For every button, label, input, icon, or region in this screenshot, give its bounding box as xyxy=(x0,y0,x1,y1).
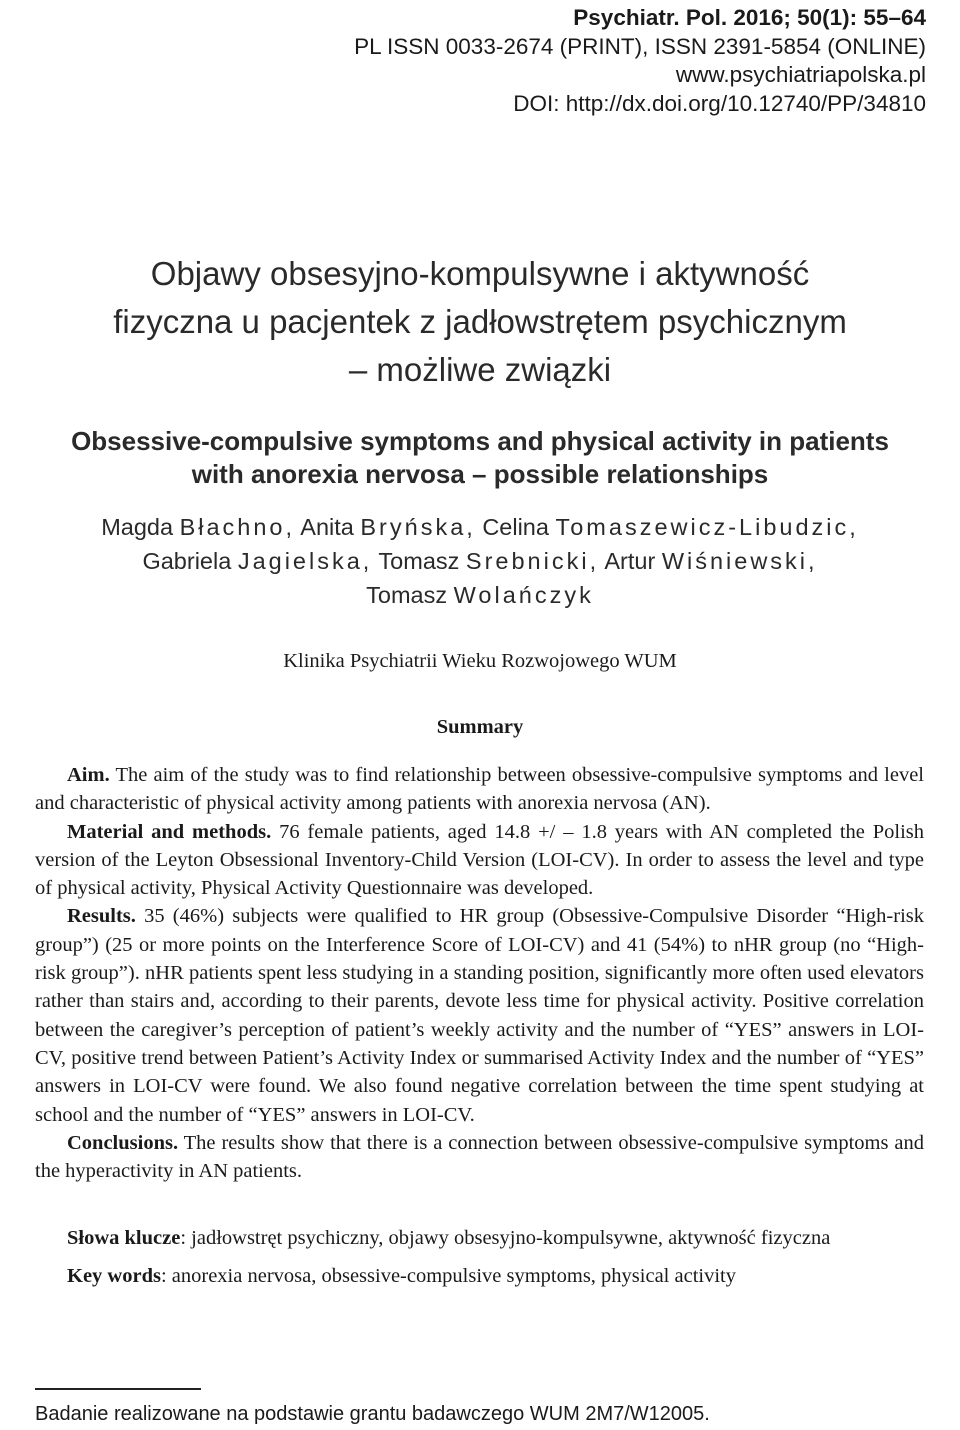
conclusions-text: The results show that there is a connection between obsessive-compulsive symptoms and the hyperactivity in AN patients. xyxy=(35,1131,924,1183)
author-last-name: Tomaszewicz-Libudzic, xyxy=(555,514,859,540)
author-last-name: Błachno, xyxy=(179,514,296,540)
author-last-name: Wolańczyk xyxy=(453,582,594,608)
summary-heading: Summary xyxy=(436,716,524,738)
author-last-name: Jagielska, xyxy=(237,548,373,574)
journal-citation: Psychiatr. Pol. 2016; 50(1): 55–64 xyxy=(573,5,926,30)
title-english-line: Obsessive-compulsive symptoms and physical activity in patients xyxy=(71,426,889,456)
title-polish-line: – możliwe związki xyxy=(348,351,612,388)
aim-text: The aim of the study was to find relationship between obsessive-compulsive symptoms and level and characteristic of physical activity among patients with anorexia nervosa (AN). xyxy=(35,764,924,815)
journal-issn: PL ISSN 0033-2674 (PRINT), ISSN 2391-5854 (ONLINE) xyxy=(354,33,926,59)
conclusions-label: Conclusions. xyxy=(67,1131,179,1154)
abstract-aim xyxy=(35,761,924,818)
title-english xyxy=(0,425,960,491)
author-line xyxy=(0,578,960,612)
author-first-name: Tomasz xyxy=(378,548,460,574)
abstract-results xyxy=(35,902,924,1128)
title-polish-line: fizyczna u pacjentek z jadłowstrętem psychicznym xyxy=(113,303,847,340)
author-list xyxy=(0,510,960,612)
journal-website[interactable]: www.psychiatriapolska.pl xyxy=(675,62,926,87)
affiliation: Klinika Psychiatrii Wieku Rozwojowego WUM xyxy=(283,650,677,672)
results-label: Results. xyxy=(67,905,136,928)
author-first-name: Anita xyxy=(300,514,354,540)
title-polish-line: Objawy obsesyjno-kompulsywne i aktywność xyxy=(150,255,810,292)
keywords-english-label: Key words xyxy=(67,1265,161,1287)
author-line xyxy=(0,544,960,578)
keywords-polish-label: Słowa klucze xyxy=(67,1227,181,1249)
abstract-conclusions xyxy=(35,1129,924,1186)
author-first-name: Tomasz xyxy=(366,582,448,608)
title-polish xyxy=(0,250,960,394)
abstract-body xyxy=(35,761,924,1185)
article-doi[interactable]: DOI: http://dx.doi.org/10.12740/PP/34810 xyxy=(513,90,926,116)
methods-text: 76 female patients, aged 14.8 +/ – 1.8 years with AN completed the Polish version of the Leyton Obsessional Inventory-Child Version (LOI-CV). In order to assess the level and type of physical activity, Physical Activity Questionnaire was developed. xyxy=(35,820,924,900)
keywords-english xyxy=(67,1265,736,1288)
footnote-divider xyxy=(35,1388,201,1390)
author-first-name: Celina xyxy=(482,514,549,540)
abstract-methods xyxy=(35,818,924,903)
author-first-name: Magda xyxy=(101,514,174,540)
author-last-name: Wiśniewski, xyxy=(661,548,818,574)
journal-header xyxy=(354,4,926,118)
title-english-line: with anorexia nervosa – possible relationships xyxy=(191,459,769,489)
methods-label: Material and methods. xyxy=(67,820,272,843)
aim-label: Aim. xyxy=(67,764,110,786)
keywords-polish xyxy=(67,1227,830,1250)
author-line xyxy=(0,510,960,544)
keywords-english-text: : anorexia nervosa, obsessive-compulsive symptoms, physical activity xyxy=(160,1265,736,1287)
author-first-name: Artur xyxy=(604,548,656,574)
results-text: 35 (46%) subjects were qualified to HR group (Obsessive-Compulsive Disorder “High-risk group”) (25 or more points on the Interference Score of LOI-CV) and 41 (54%) to nHR group (no “High-risk group”). nHR patients spent less studying in a standing position, significantly more often used elevators rather than stairs and, according to their parents, devote less time for physical activity. Positive correlation between the caregiver’s perception of patient’s weekly activity and the number of “YES” answers in LOI-CV, positive trend between Patient’s Activity Index or summarised Activity Index and the number of “YES” answers in LOI-CV were found. We also found negative correlation between the time spent studying at school and the number of “YES” answers in LOI-CV. xyxy=(35,905,924,1126)
author-last-name: Srebnicki, xyxy=(465,548,600,574)
author-first-name: Gabriela xyxy=(142,548,232,574)
author-last-name: Bryńska, xyxy=(360,514,476,540)
footnote: Badanie realizowane na podstawie grantu badawczego WUM 2M7/W12005. xyxy=(35,1403,710,1425)
keywords-polish-text: : jadłowstręt psychiczny, objawy obsesyjno-kompulsywne, aktywność fizyczna xyxy=(180,1227,831,1249)
